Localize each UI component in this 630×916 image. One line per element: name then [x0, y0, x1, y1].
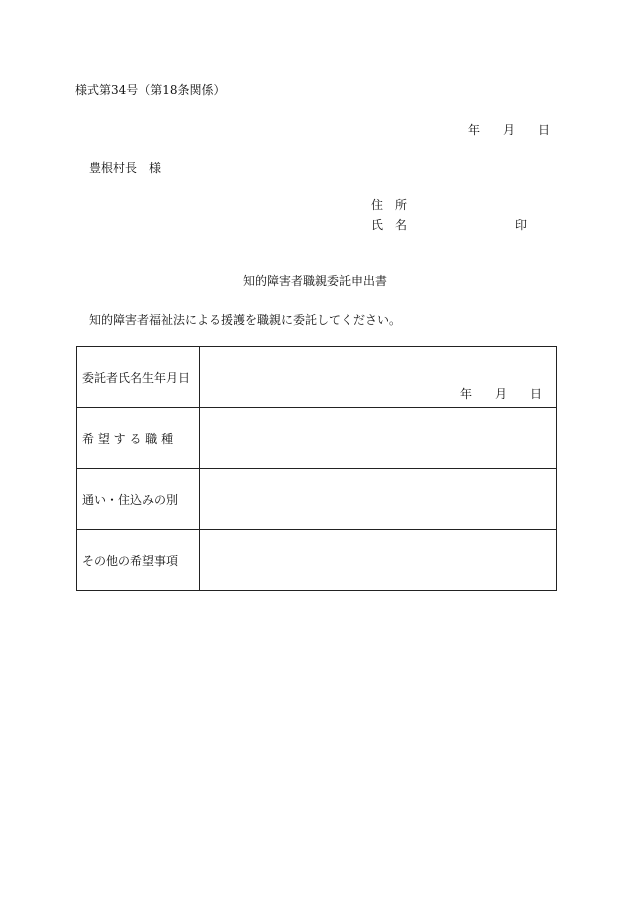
- birth-date: [460, 387, 542, 401]
- request-statement: 知的障害者福祉法による援護を職親に委託してください。: [89, 313, 402, 327]
- form-row-commute: [77, 469, 557, 530]
- form-number: 様式第34号（第18条関係）: [75, 83, 226, 97]
- form-row-trustee: [77, 347, 557, 408]
- trustee-name-birthdate-field[interactable]: [200, 347, 557, 408]
- commute-or-live-in-label: 通い・住込みの別: [77, 469, 200, 530]
- seal-mark: 印: [515, 218, 528, 232]
- birth-month-label: 月: [495, 387, 508, 401]
- document-title: 知的障害者職親委託申出書: [243, 274, 388, 288]
- addressee: 豊根村長 様: [89, 161, 162, 175]
- form-row-occupation: [77, 408, 557, 469]
- application-form-table: [76, 346, 557, 591]
- other-requests-field[interactable]: [200, 530, 557, 591]
- other-requests-label: その他の希望事項: [77, 530, 200, 591]
- birth-year-label: 年: [460, 387, 473, 401]
- form-row-other: [77, 530, 557, 591]
- date-month-label: 月: [503, 123, 516, 137]
- commute-or-live-in-field[interactable]: [200, 469, 557, 530]
- birth-day-label: 日: [530, 387, 543, 401]
- desired-occupation-field[interactable]: [200, 408, 557, 469]
- date-day-label: 日: [538, 123, 551, 137]
- date-year-label: 年: [468, 123, 481, 137]
- applicant-address-label: 住 所: [371, 198, 408, 212]
- trustee-name-birthdate-label: 委託者氏名生年月日: [77, 347, 200, 408]
- applicant-name-label: 氏 名: [371, 218, 408, 232]
- desired-occupation-label: 希 望 す る 職 種: [77, 408, 200, 469]
- submission-date: [468, 123, 550, 137]
